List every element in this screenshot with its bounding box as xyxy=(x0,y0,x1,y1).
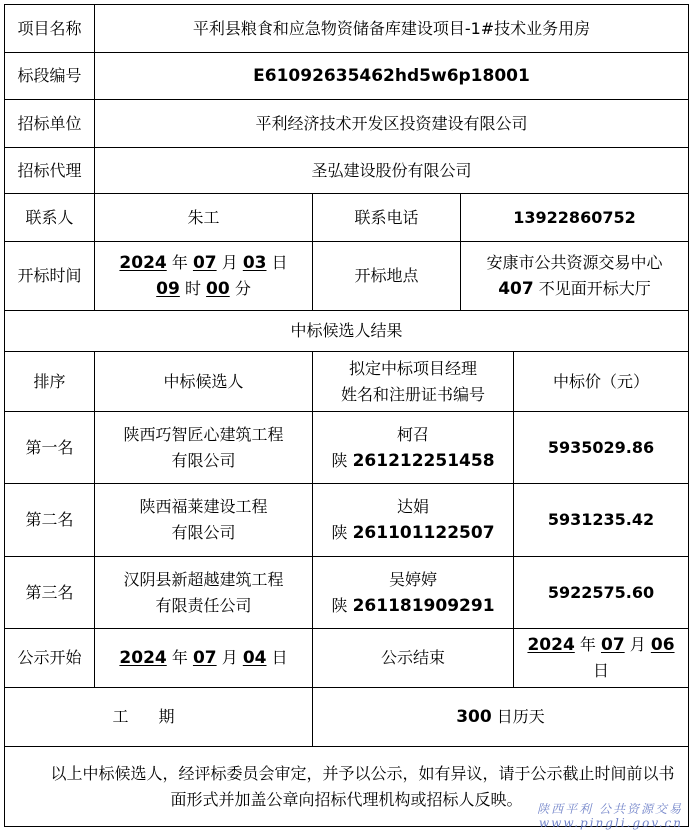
header-manager xyxy=(313,352,514,412)
agent-value: 圣弘建设股份有限公司 xyxy=(95,148,689,194)
row-opening xyxy=(5,242,689,311)
row-section-no xyxy=(5,53,689,100)
cert-number: 261212251458 xyxy=(352,450,495,471)
duration-label xyxy=(5,688,313,747)
cert-prefix: 陕 xyxy=(331,450,348,470)
row-project-name xyxy=(5,5,689,53)
manager-name: 达娟 xyxy=(396,497,429,516)
header-price: 中标价（元） xyxy=(514,352,689,412)
month-unit: 月 xyxy=(221,648,238,667)
month-unit: 月 xyxy=(221,253,238,272)
opening-hour: 09 xyxy=(156,279,180,299)
table-row xyxy=(5,412,689,484)
cert-prefix: 陕 xyxy=(331,523,348,542)
publicity-start-label: 公示开始 xyxy=(5,629,95,688)
end-day: 06 xyxy=(650,635,675,655)
year-unit: 年 xyxy=(171,253,188,272)
section-no-value: E61092635462hd5w6p18001 xyxy=(95,53,689,100)
manager-cell xyxy=(313,484,514,557)
header-candidate: 中标候选人 xyxy=(95,352,313,412)
phone-value: 13922860752 xyxy=(461,194,689,242)
price-cell: 5935029.86 xyxy=(514,412,689,484)
opening-day: 03 xyxy=(242,253,267,273)
candidate-cell xyxy=(95,557,313,629)
tenderer-label: 招标单位 xyxy=(5,100,95,148)
duration-unit: 日历天 xyxy=(496,707,545,726)
manager-name: 柯召 xyxy=(396,424,429,444)
opening-place xyxy=(461,242,689,311)
rank-cell: 第二名 xyxy=(5,484,95,557)
minute-unit: 分 xyxy=(234,279,251,298)
header-manager-line1: 拟定中标项目经理 xyxy=(348,358,477,378)
footer-note: 以上中标候选人，经评标委员会审定，并予以公示，如有异议，请于公示截止时间前以书面形式并加盖公章向招标代理机构或招标人反映。 xyxy=(5,747,689,827)
candidate-name-line2: 有限公司 xyxy=(171,450,236,470)
results-title: 中标候选人结果 xyxy=(5,311,689,352)
opening-place-label: 开标地点 xyxy=(313,242,461,311)
price-cell: 5922575.60 xyxy=(514,557,689,629)
row-results-header xyxy=(5,352,689,412)
manager-cell xyxy=(313,557,514,629)
table-row xyxy=(5,557,689,629)
candidate-name-line1: 陕西福莱建设工程 xyxy=(139,497,268,516)
project-name-label: 项目名称 xyxy=(5,5,95,53)
year-unit: 年 xyxy=(171,648,188,667)
project-name-value: 平利县粮食和应急物资储备库建设项目-1#技术业务用房 xyxy=(95,5,689,53)
opening-label: 开标时间 xyxy=(5,242,95,311)
opening-month: 07 xyxy=(192,253,217,273)
row-contact xyxy=(5,194,689,242)
section-no-label: 标段编号 xyxy=(5,53,95,100)
candidate-name-line2: 有限责任公司 xyxy=(155,595,252,615)
publicity-start-date xyxy=(95,629,313,688)
row-duration xyxy=(5,688,689,747)
contact-value: 朱工 xyxy=(95,194,313,242)
manager-cell xyxy=(313,412,514,484)
publicity-end-date xyxy=(514,629,689,688)
opening-minute: 00 xyxy=(206,279,230,299)
month-unit: 月 xyxy=(629,635,646,654)
watermark-line1: 陕西平利 公共资源交易 xyxy=(537,802,683,816)
table-row xyxy=(5,484,689,557)
tenderer-value: 平利经济技术开发区投资建设有限公司 xyxy=(95,100,689,148)
opening-time xyxy=(95,242,313,311)
header-manager-line2: 姓名和注册证书编号 xyxy=(340,384,485,404)
rank-cell: 第三名 xyxy=(5,557,95,629)
end-year: 2024 xyxy=(527,635,575,655)
cert-prefix: 陕 xyxy=(331,595,348,615)
bid-result-table xyxy=(4,4,689,827)
opening-place-line1: 安康市公共资源交易中心 xyxy=(486,253,663,272)
day-unit: 日 xyxy=(592,661,609,680)
site-watermark xyxy=(537,802,683,830)
candidate-cell xyxy=(95,484,313,557)
row-agent xyxy=(5,148,689,194)
manager-name: 吴婷婷 xyxy=(388,569,437,589)
header-rank: 排序 xyxy=(5,352,95,412)
phone-label: 联系电话 xyxy=(313,194,461,242)
start-year: 2024 xyxy=(119,648,167,668)
opening-place-line2: 不见面开标大厅 xyxy=(538,279,651,298)
candidate-name-line1: 陕西巧智匠心建筑工程 xyxy=(123,424,284,444)
duration-days: 300 xyxy=(456,707,492,727)
contact-label: 联系人 xyxy=(5,194,95,242)
duration-label-text: 工期 xyxy=(112,707,205,726)
year-unit: 年 xyxy=(579,635,596,654)
hour-unit: 时 xyxy=(184,279,201,298)
cert-number: 261101122507 xyxy=(352,523,495,543)
price-cell: 5931235.42 xyxy=(514,484,689,557)
row-tenderer xyxy=(5,100,689,148)
candidate-cell xyxy=(95,412,313,484)
day-unit: 日 xyxy=(271,253,288,272)
cert-number: 261181909291 xyxy=(352,595,495,616)
candidate-name-line1: 汉阴县新超越建筑工程 xyxy=(123,569,284,589)
opening-year: 2024 xyxy=(119,253,167,273)
row-results-title xyxy=(5,311,689,352)
start-day: 04 xyxy=(242,648,267,668)
day-unit: 日 xyxy=(271,648,288,667)
end-month: 07 xyxy=(600,635,625,655)
candidate-name-line2: 有限公司 xyxy=(171,523,236,542)
duration-value xyxy=(313,688,689,747)
row-publicity xyxy=(5,629,689,688)
watermark-line2: www.pingli.gov.cn xyxy=(538,816,683,830)
publicity-end-label: 公示结束 xyxy=(313,629,514,688)
rank-cell: 第一名 xyxy=(5,412,95,484)
opening-place-room: 407 xyxy=(498,279,534,299)
start-month: 07 xyxy=(192,648,217,668)
agent-label: 招标代理 xyxy=(5,148,95,194)
